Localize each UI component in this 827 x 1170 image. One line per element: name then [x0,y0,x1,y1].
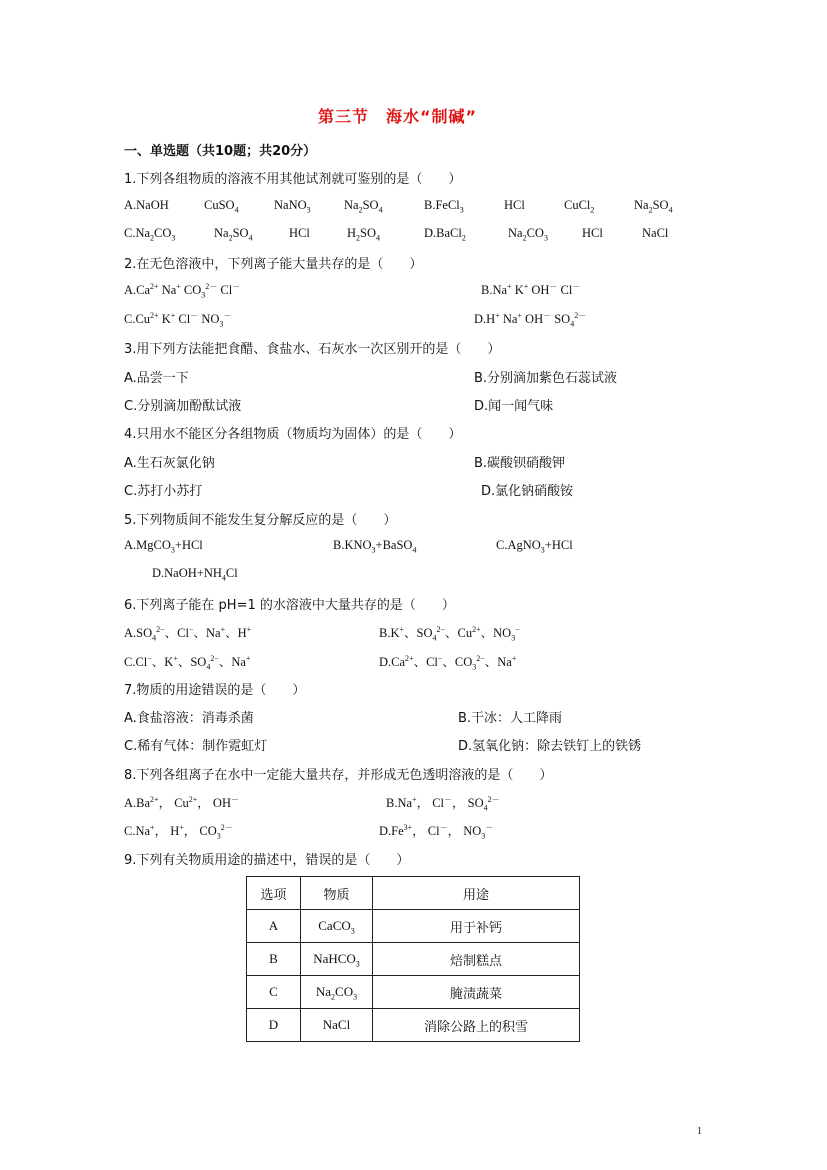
q4-option-a: A.生石灰氯化钠 [124,456,215,471]
q3-option-a: A.品尝一下 [124,371,189,386]
q5-option-c: C.AgNO$_3$+HCl [496,538,573,555]
q7-option-b: B.干冰：人工降雨 [458,711,563,726]
q6-option-b: B.K+、$SO_4^{2-}$、$Cu^{2+}$、$NO_3^-$ [379,624,520,643]
table-cell: 腌渍蔬菜 [373,976,580,1009]
q1-row2-item: $H_2SO_4$ [347,226,381,243]
q1-row2-item: D.BaCl$_2$ [424,226,466,243]
question-2-stem: 2.在无色溶液中，下列离子能大量共存的是（ ） [124,257,423,272]
page-title: 第三节 海水“制碱” [318,107,478,126]
q1-row1-item: $Na_2SO_4$ [344,198,383,215]
q5-option-a: A.MgCO$_3$+HCl [124,538,203,555]
q1-row1-item: HCl [504,198,525,212]
q2-option-d: D.H+ Na+ OH－ $SO_4^{2-}$ [474,310,587,329]
table-row [247,943,580,976]
q7-option-a: A.食盐溶液：消毒杀菌 [124,711,254,726]
q1-row2-item: $Na_2CO_3$ [508,226,548,243]
question-7-stem: 7.物质的用途错误的是（ ） [124,683,306,698]
q3-option-b: B.分别滴加紫色石蕊试液 [474,371,618,386]
q1-row1-item: A.NaOH [124,198,169,212]
table-header-row [247,877,580,910]
q4-option-c: C.苏打小苏打 [124,484,203,499]
q1-row2-item: $Na_2SO_4$ [214,226,253,243]
uses-table [246,876,580,1042]
q2-option-a: $A.Ca^{2+}$ Na+ $CO_3^{2-}$ Cl－ [124,281,241,300]
table-row [247,910,580,943]
question-6-stem: 6.下列离子能在 pH=1 的水溶液中大量共存的是（ ） [124,598,455,613]
q3-option-c: C.分别滴加酚酞试液 [124,399,242,414]
q6-option-a: $A.SO_4^{2-}$、Cl−、Na+、H+ [124,624,252,643]
q2-option-c: $C.Cu^{2+}$ K+ Cl－ $NO_3^-$ [124,310,232,329]
table-cell: 用于补钙 [373,910,580,943]
table-cell: $Na_2CO_3$ [301,976,373,1009]
table-row [247,1009,580,1042]
q1-row2-item: HCl [289,226,310,240]
q1-row2-item: NaCl [642,226,669,240]
q1-row1-item: B.FeCl$_3$ [424,198,464,215]
q6-option-d: $D.Ca^{2+}$、Cl−、$CO_3^{2-}$、Na+ [379,653,517,672]
question-1-stem: 1.下列各组物质的溶液不用其他试剂就可鉴别的是（ ） [124,172,462,187]
q7-option-d: D.氢氧化钠：除去铁钉上的铁锈 [458,739,642,754]
q1-row2-item: HCl [582,226,603,240]
q1-row1-item: $Na_2SO_4$ [634,198,673,215]
q8-option-a: $A.Ba^{2+}$， $Cu^{2+}$， OH－ [124,794,239,810]
q2-option-b: B.Na+ K+ OH－ Cl－ [481,281,581,297]
table-cell: C [247,976,301,1009]
table-cell: D [247,1009,301,1042]
q6-option-c: C.Cl−、K+、$SO_4^{2-}$、Na+ [124,653,251,672]
q4-option-b: B.碳酸钡硝酸钾 [474,456,566,471]
q8-option-d: $D.Fe^{3+}$， Cl－， $NO_3^-$ [379,822,494,841]
section-heading: 一、单选题（共10题；共20分） [124,144,317,159]
question-9-stem: 9.下列有关物质用途的描述中，错误的是（ ） [124,853,410,868]
table-cell: A [247,910,301,943]
q4-option-d: D.氯化钠硝酸铵 [481,484,574,499]
q1-row1-item: CuSO$_4$ [204,198,239,215]
table-cell: 消除公路上的积雪 [373,1009,580,1042]
q5-option-b: $B.KNO_3+BaSO_4$ [333,538,417,555]
table-cell: NaHCO$_3$ [301,943,373,976]
q1-row2-item: $C.Na_2CO_3$ [124,226,176,243]
table-header-cell: 用途 [373,877,580,910]
q8-option-b: B.Na+， Cl－， $SO_4^{2-}$ [386,794,500,813]
q5-option-d: $D.NaOH+NH_4Cl$ [152,566,238,583]
question-8-stem: 8.下列各组离子在水中一定能大量共存，并形成无色透明溶液的是（ ） [124,768,553,783]
q8-option-c: C.Na+， H+， $CO_3^{2-}$ [124,822,233,841]
q1-row1-item: NaNO$_3$ [274,198,311,215]
page-number: 1 [697,1126,702,1137]
q1-row1-item: CuCl$_2$ [564,198,595,215]
q3-option-d: D.闻一闻气味 [474,399,554,414]
q7-option-c: C.稀有气体：制作霓虹灯 [124,739,268,754]
question-5-stem: 5.下列物质间不能发生复分解反应的是（ ） [124,513,397,528]
question-3-stem: 3.用下列方法能把食醋、食盐水、石灰水一次区别开的是（ ） [124,342,501,357]
table-cell: 焙制糕点 [373,943,580,976]
table-header-cell: 物质 [301,877,373,910]
table-cell: NaCl [301,1009,373,1042]
table-row [247,976,580,1009]
table-header-cell: 选项 [247,877,301,910]
table-cell: B [247,943,301,976]
table-cell: CaCO$_3$ [301,910,373,943]
question-4-stem: 4.只用水不能区分各组物质（物质均为固体）的是（ ） [124,427,462,442]
